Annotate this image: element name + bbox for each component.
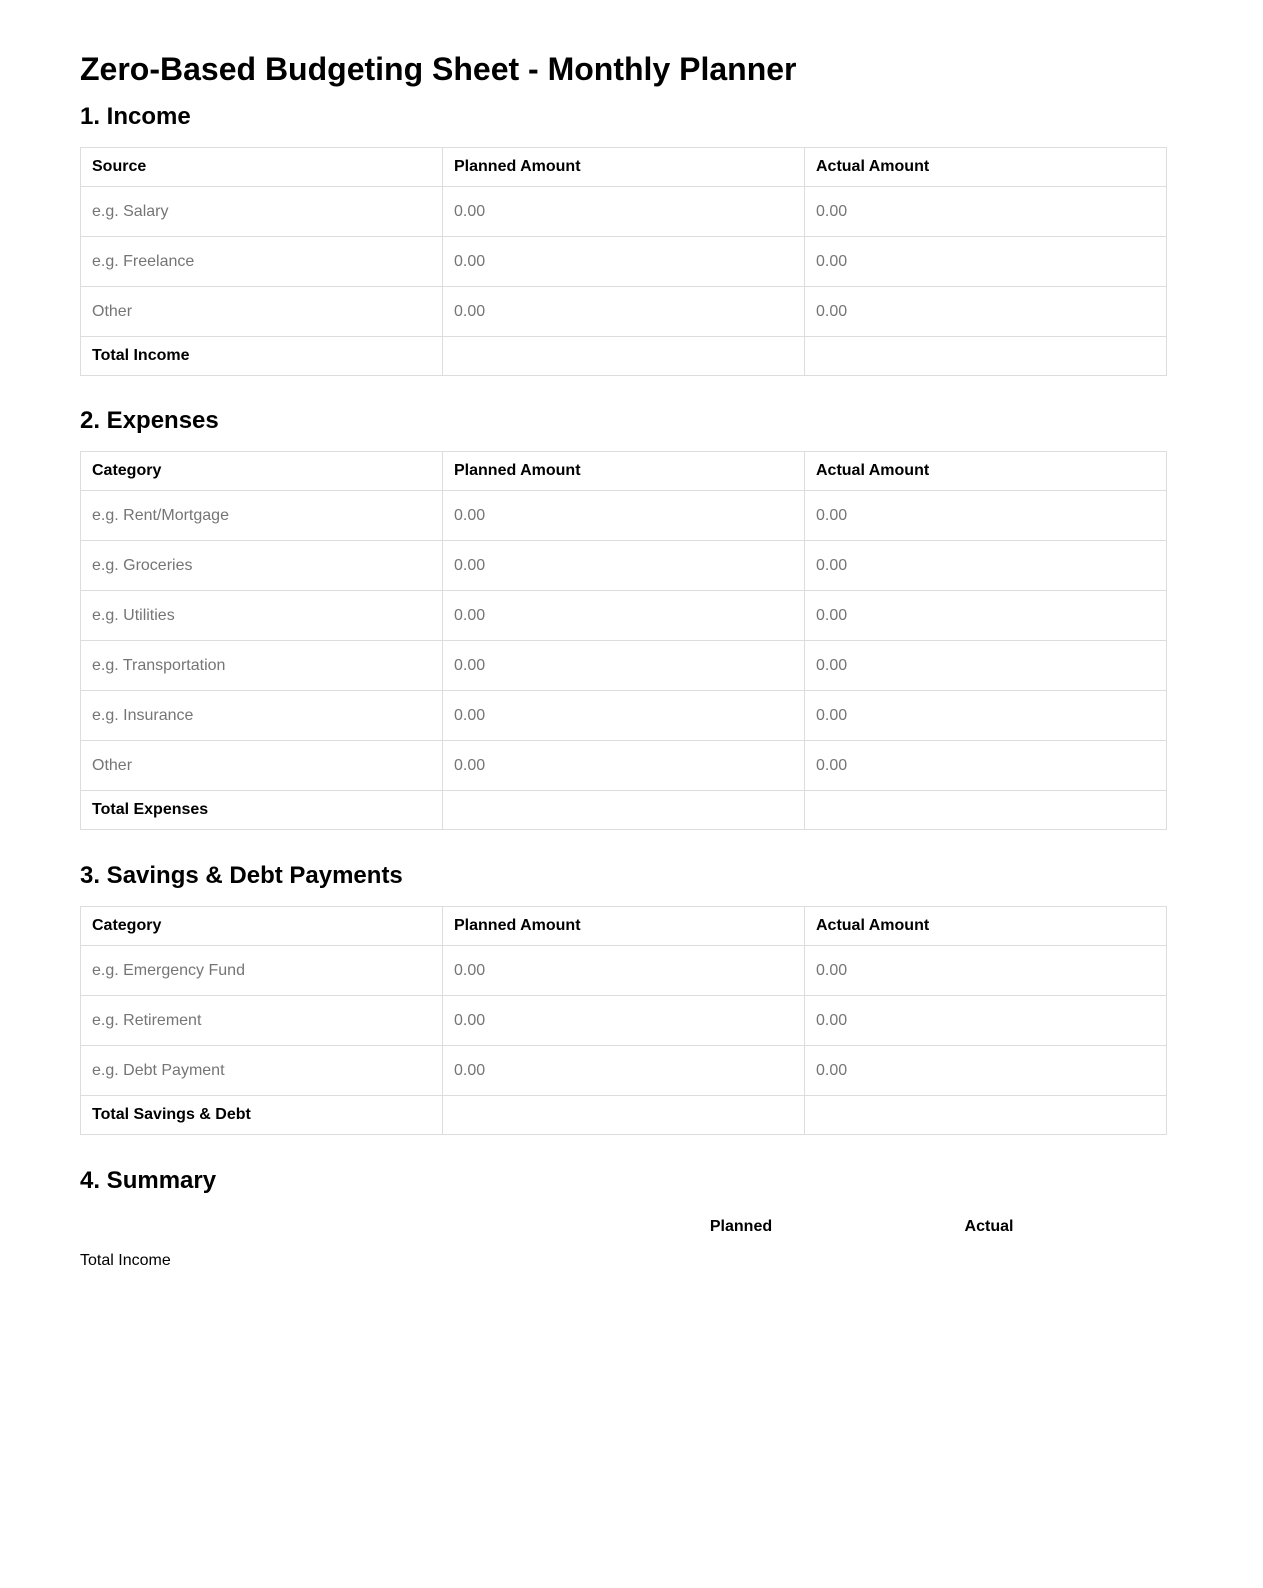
expense-category-input[interactable] <box>86 601 437 631</box>
table-header-row <box>81 148 1167 187</box>
table-row <box>81 541 1167 591</box>
total-savings-label: Total Savings & Debt <box>81 1096 443 1135</box>
total-expenses-label: Total Expenses <box>81 791 443 830</box>
savings-heading: 3. Savings & Debt Payments <box>80 862 403 889</box>
expense-actual-input[interactable] <box>810 551 1161 581</box>
summary-column-header-actual: Actual <box>964 1218 1014 1235</box>
column-header-source: Source <box>81 148 443 187</box>
column-header-category: Category <box>81 452 443 491</box>
table-row <box>81 641 1167 691</box>
total-row <box>81 791 1167 830</box>
total-savings-planned <box>443 1096 805 1135</box>
column-header-planned: Planned Amount <box>443 907 805 946</box>
summary-total-income-actual <box>865 1244 1113 1278</box>
savings-planned-input[interactable] <box>448 956 799 986</box>
table-row <box>81 287 1167 337</box>
savings-actual-input[interactable] <box>810 1006 1161 1036</box>
table-header-row <box>81 907 1167 946</box>
income-heading: 1. Income <box>80 103 191 130</box>
table-row <box>81 491 1167 541</box>
page-title: Zero-Based Budgeting Sheet - Monthly Planner <box>80 51 797 87</box>
total-expenses-planned <box>443 791 805 830</box>
summary-total-income-label: Total Income <box>80 1252 171 1269</box>
expense-planned-input[interactable] <box>448 601 799 631</box>
expense-category-input[interactable] <box>86 651 437 681</box>
summary-column-header-planned: Planned <box>709 1218 773 1235</box>
expense-actual-input[interactable] <box>810 601 1161 631</box>
table-header-row <box>81 452 1167 491</box>
income-table <box>80 147 1167 376</box>
expense-actual-input[interactable] <box>810 701 1161 731</box>
column-header-planned: Planned Amount <box>443 452 805 491</box>
column-header-category: Category <box>81 907 443 946</box>
expense-category-input[interactable] <box>86 501 437 531</box>
summary-header-row <box>80 1210 1167 1244</box>
summary-heading: 4. Summary <box>80 1167 217 1194</box>
income-source-input[interactable] <box>86 297 437 327</box>
expense-planned-input[interactable] <box>448 651 799 681</box>
summary-table <box>80 1210 1167 1278</box>
total-row <box>81 337 1167 376</box>
expense-category-input[interactable] <box>86 701 437 731</box>
expense-actual-input[interactable] <box>810 501 1161 531</box>
savings-category-input[interactable] <box>86 956 437 986</box>
table-row <box>81 946 1167 996</box>
income-planned-input[interactable] <box>448 247 799 277</box>
expense-category-input[interactable] <box>86 551 437 581</box>
summary-row <box>80 1244 1167 1278</box>
income-actual-input[interactable] <box>810 297 1161 327</box>
table-row <box>81 1046 1167 1096</box>
table-row <box>81 691 1167 741</box>
savings-planned-input[interactable] <box>448 1006 799 1036</box>
income-planned-input[interactable] <box>448 197 799 227</box>
expense-planned-input[interactable] <box>448 751 799 781</box>
column-header-actual: Actual Amount <box>805 907 1167 946</box>
expense-actual-input[interactable] <box>810 651 1161 681</box>
total-savings-actual <box>805 1096 1167 1135</box>
total-row <box>81 1096 1167 1135</box>
table-row <box>81 187 1167 237</box>
table-row <box>81 996 1167 1046</box>
column-header-planned: Planned Amount <box>443 148 805 187</box>
expenses-table <box>80 451 1167 830</box>
savings-planned-input[interactable] <box>448 1056 799 1086</box>
expense-planned-input[interactable] <box>448 551 799 581</box>
expense-planned-input[interactable] <box>448 701 799 731</box>
savings-actual-input[interactable] <box>810 956 1161 986</box>
expense-planned-input[interactable] <box>448 501 799 531</box>
expense-actual-input[interactable] <box>810 751 1161 781</box>
savings-category-input[interactable] <box>86 1056 437 1086</box>
income-source-input[interactable] <box>86 197 437 227</box>
expenses-heading: 2. Expenses <box>80 407 219 434</box>
table-row <box>81 237 1167 287</box>
income-source-input[interactable] <box>86 247 437 277</box>
column-header-actual: Actual Amount <box>805 148 1167 187</box>
summary-total-income-planned <box>617 1244 865 1278</box>
column-header-actual: Actual Amount <box>805 452 1167 491</box>
total-expenses-actual <box>805 791 1167 830</box>
total-income-actual <box>805 337 1167 376</box>
income-actual-input[interactable] <box>810 197 1161 227</box>
income-actual-input[interactable] <box>810 247 1161 277</box>
savings-actual-input[interactable] <box>810 1056 1161 1086</box>
savings-category-input[interactable] <box>86 1006 437 1036</box>
table-row <box>81 741 1167 791</box>
savings-table <box>80 906 1167 1135</box>
expense-category-input[interactable] <box>86 751 437 781</box>
summary-column-header-label <box>80 1210 617 1244</box>
total-income-planned <box>443 337 805 376</box>
total-income-label: Total Income <box>81 337 443 376</box>
table-row <box>81 591 1167 641</box>
income-planned-input[interactable] <box>448 297 799 327</box>
